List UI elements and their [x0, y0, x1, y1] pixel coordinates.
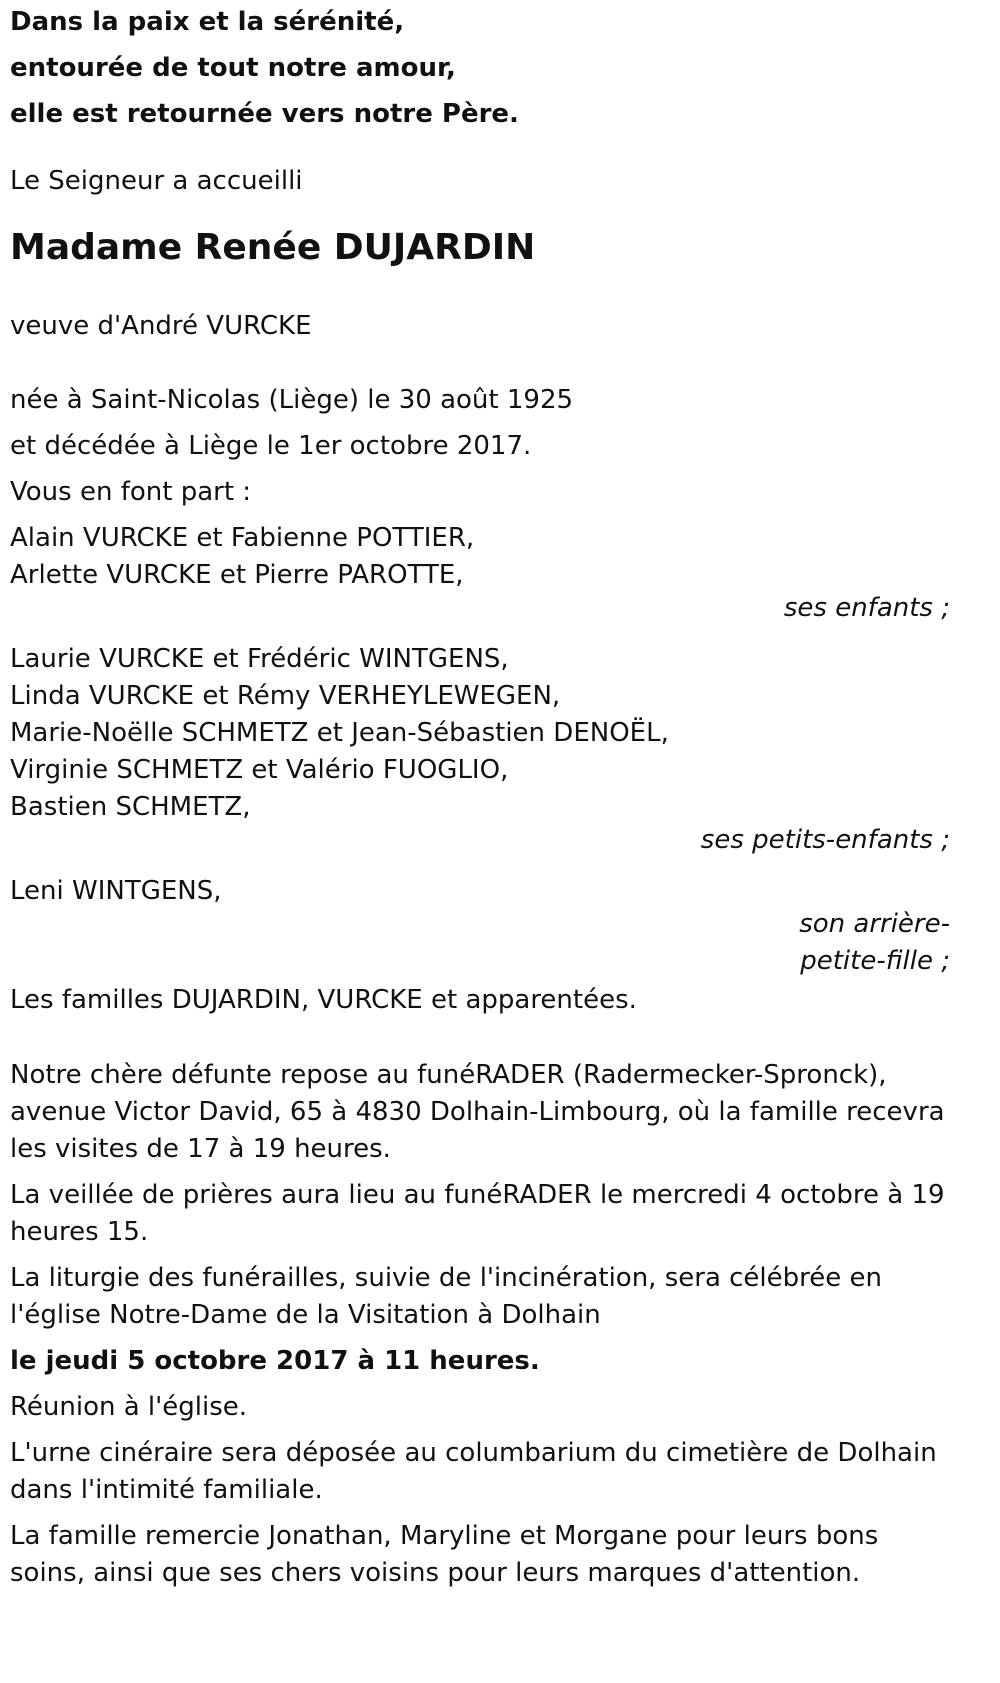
great-grandchildren-group [10, 873, 950, 910]
intro-line-3: elle est retournée vers notre Père. [10, 99, 519, 129]
repose-paragraph: Notre chère défunte repose au funéRADER (Radermecker-Spronck), avenue Victor David, 65 à 4830 Dolhain-Limbourg, où la famille recevra les visites de 17 à 19 heures. [10, 1060, 945, 1164]
children-relation: ses enfants ; [783, 593, 950, 623]
families-text: Les familles DUJARDIN, VURCKE et apparentées. [10, 985, 637, 1015]
family-member: Laurie VURCKE et Frédéric WINTGENS, [10, 644, 509, 674]
birth-text: née à Saint-Nicolas (Liège) le 30 août 1925 [10, 385, 574, 415]
grandchildren-relation: ses petits-enfants ; [700, 825, 950, 855]
deceased-name: Madame Renée DUJARDIN [10, 227, 536, 268]
family-member: Marie-Noëlle SCHMETZ et Jean-Sébastien DENOËL, [10, 718, 669, 748]
spouse-text: veuve d'André VURCKE [10, 311, 312, 341]
family-member: Virginie SCHMETZ et Valério FUOGLIO, [10, 755, 509, 785]
family-member: Leni WINTGENS, [10, 876, 222, 906]
family-member: Arlette VURCKE et Pierre PAROTTE, [10, 560, 464, 590]
grandchildren-group [10, 641, 950, 826]
intro-line-2: entourée de tout notre amour, [10, 53, 456, 83]
accueilli-text: Le Seigneur a accueilli [10, 166, 303, 196]
urne-paragraph: L'urne cinéraire sera déposée au columbarium du cimetière de Dolhain dans l'intimité familiale. [10, 1438, 937, 1505]
relation-line-2: petite-fille ; [800, 946, 950, 976]
reunion-paragraph: Réunion à l'église. [10, 1392, 248, 1422]
children-group [10, 520, 950, 594]
veillee-paragraph: La veillée de prières aura lieu au funéRADER le mercredi 4 octobre à 19 heures 15. [10, 1180, 945, 1247]
liturgie-paragraph: La liturgie des funérailles, suivie de l'incinération, sera célébrée en l'église Notre-Dame de la Visitation à Dolhain [10, 1263, 883, 1330]
family-member: Alain VURCKE et Fabienne POTTIER, [10, 523, 475, 553]
family-member: Bastien SCHMETZ, [10, 792, 251, 822]
intro-line-1: Dans la paix et la sérénité, [10, 7, 405, 37]
funeral-date: le jeudi 5 octobre 2017 à 11 heures. [10, 1346, 540, 1376]
intro-verse [10, 4, 950, 133]
remerciement-paragraph: La famille remercie Jonathan, Maryline et Morgane pour leurs bons soins, ainsi que ses chers voisins pour leurs marques d'attention. [10, 1521, 879, 1588]
death-text: et décédée à Liège le 1er octobre 2017. [10, 431, 532, 461]
great-grandchildren-relation [790, 906, 950, 980]
relation-line-1: son arrière- [799, 909, 950, 939]
family-member: Linda VURCKE et Rémy VERHEYLEWEGEN, [10, 681, 561, 711]
announce-text: Vous en font part : [10, 477, 252, 507]
